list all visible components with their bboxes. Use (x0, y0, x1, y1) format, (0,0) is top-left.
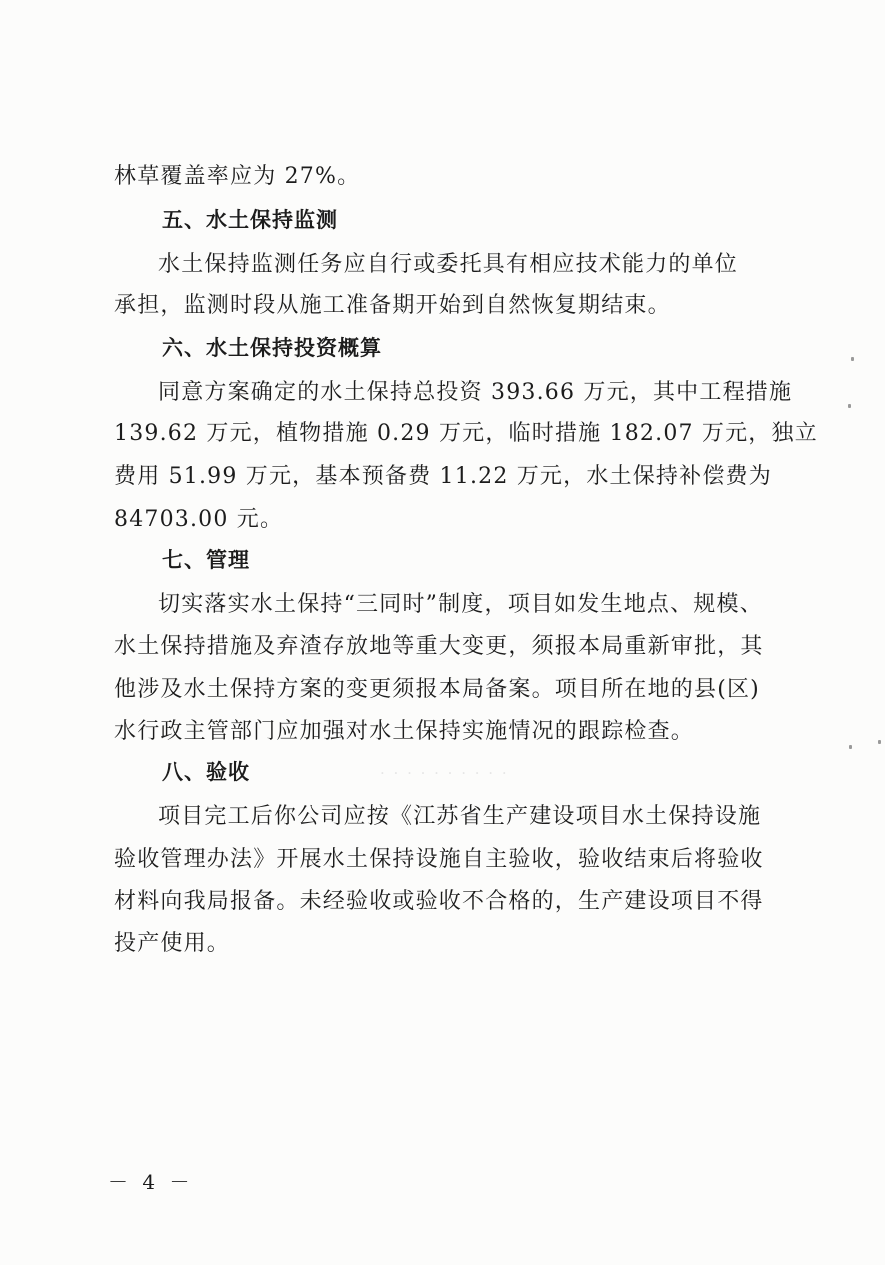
paragraph-line: 项目完工后你公司应按《江苏省生产建设项目水土保持设施 (158, 804, 762, 829)
paragraph-line: 他涉及水土保持方案的变更须报本局备案。项目所在地的县(区) (114, 677, 760, 702)
paragraph-line: 承担，监测时段从施工准备期开始到自然恢复期结束。 (114, 293, 671, 318)
paragraph-line: 水行政主管部门应加强对水土保持实施情况的跟踪检查。 (114, 719, 695, 744)
paragraph-line: 材料向我局报备。未经验收或验收不合格的，生产建设项目不得 (114, 889, 764, 914)
paragraph-line: 验收管理办法》开展水土保持设施自主验收，验收结束后将验收 (114, 847, 764, 872)
paragraph-line: 水土保持措施及弃渣存放地等重大变更，须报本局重新审批，其 (114, 634, 764, 659)
paragraph-line: 林草覆盖率应为 27%。 (114, 164, 361, 189)
paragraph-line: 水土保持监测任务应自行或委托具有相应技术能力的单位 (158, 252, 739, 277)
paragraph-line: 139.62 万元，植物措施 0.29 万元，临时措施 182.07 万元，独立 (114, 421, 818, 446)
scan-speck (878, 740, 881, 744)
section-heading-management: 七、管理 (162, 548, 250, 572)
section-heading-acceptance: 八、验收 (162, 760, 250, 784)
paragraph-line: 同意方案确定的水土保持总投资 393.66 万元，其中工程措施 (158, 380, 793, 405)
page-number: － 4 － (108, 1170, 194, 1194)
section-heading-monitoring: 五、水土保持监测 (162, 208, 338, 232)
paragraph-line: 切实落实水土保持“三同时”制度，项目如发生地点、规模、 (158, 592, 763, 617)
bleed-through-text: . . . . . . . . . . (380, 760, 509, 778)
paragraph-line: 投产使用。 (114, 931, 231, 956)
scan-speck (849, 745, 852, 749)
section-heading-investment: 六、水土保持投资概算 (162, 336, 382, 360)
paragraph-line: 84703.00 元。 (114, 507, 284, 532)
scan-speck (848, 404, 851, 408)
paragraph-line: 费用 51.99 万元，基本预备费 11.22 万元，水土保持补偿费为 (114, 464, 772, 489)
scan-speck (851, 357, 854, 361)
